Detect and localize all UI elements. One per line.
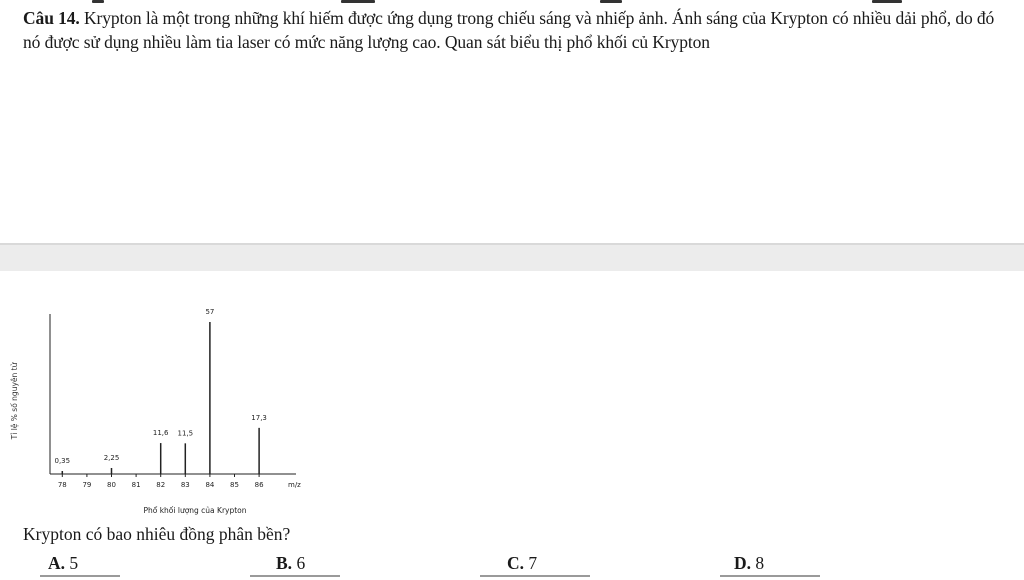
x-tick-label: 82: [156, 481, 166, 489]
x-tick-label: 84: [205, 481, 215, 489]
x-tick-label: 79: [82, 481, 92, 489]
x-tick-label: 81: [131, 481, 141, 489]
question-block: [23, 6, 1008, 54]
answer-key: A.: [48, 553, 66, 573]
x-tick-label: 85: [230, 481, 239, 489]
peak-value-label: 2,25: [103, 454, 120, 462]
answer-value: 8: [755, 553, 765, 573]
chart-caption: Phổ khối lượng của Krypton: [143, 506, 247, 515]
question-prompt: Krypton có bao nhiêu đồng phân bền?: [23, 524, 291, 544]
peak-value-label: 0,35: [54, 457, 71, 465]
x-tick-label: 80: [107, 481, 116, 489]
x-tick-label: 83: [180, 481, 190, 489]
peak-value-label: 11,6: [152, 429, 169, 438]
answer-option-d[interactable]: [734, 551, 764, 575]
question-text: Krypton là một trong những khí hiếm được ứng dụng trong chiếu sáng và nhiếp ảnh. Ánh sáng của Krypton có nhiều dải phổ, do đó nó được sử dụng nhiều làm tia laser có mức năng lượng cao. Quan sát biểu thị phổ khối củ Krypton: [23, 8, 995, 52]
x-axis-label: m/z: [288, 481, 301, 489]
cropped-next-line: [0, 575, 1024, 580]
spectrum-plot: [0, 300, 340, 505]
peak-value-label: 17,3: [251, 413, 267, 422]
peak-value-label: 11,5: [177, 429, 194, 438]
answer-value: 5: [69, 553, 79, 573]
chart-ylabel: Tỉ lệ % số nguyên tử: [10, 362, 19, 440]
page-gap-band: [0, 243, 1024, 271]
x-tick-label: 78: [57, 481, 67, 489]
peak-value-label: 57: [205, 308, 215, 316]
answer-option-c[interactable]: [507, 551, 537, 575]
question-number: Câu 14.: [23, 8, 80, 28]
cropped-previous-line: [0, 0, 1024, 4]
answer-key: B.: [276, 553, 293, 573]
x-tick-label: 86: [254, 481, 264, 489]
answer-option-a[interactable]: [48, 551, 78, 575]
answer-value: 7: [528, 553, 538, 573]
answer-key: C.: [507, 553, 525, 573]
answer-key: D.: [734, 553, 752, 573]
answer-option-b[interactable]: [276, 551, 305, 575]
mass-spectrum-chart: [0, 300, 340, 525]
answer-options: [0, 551, 1024, 577]
answer-value: 6: [296, 553, 306, 573]
